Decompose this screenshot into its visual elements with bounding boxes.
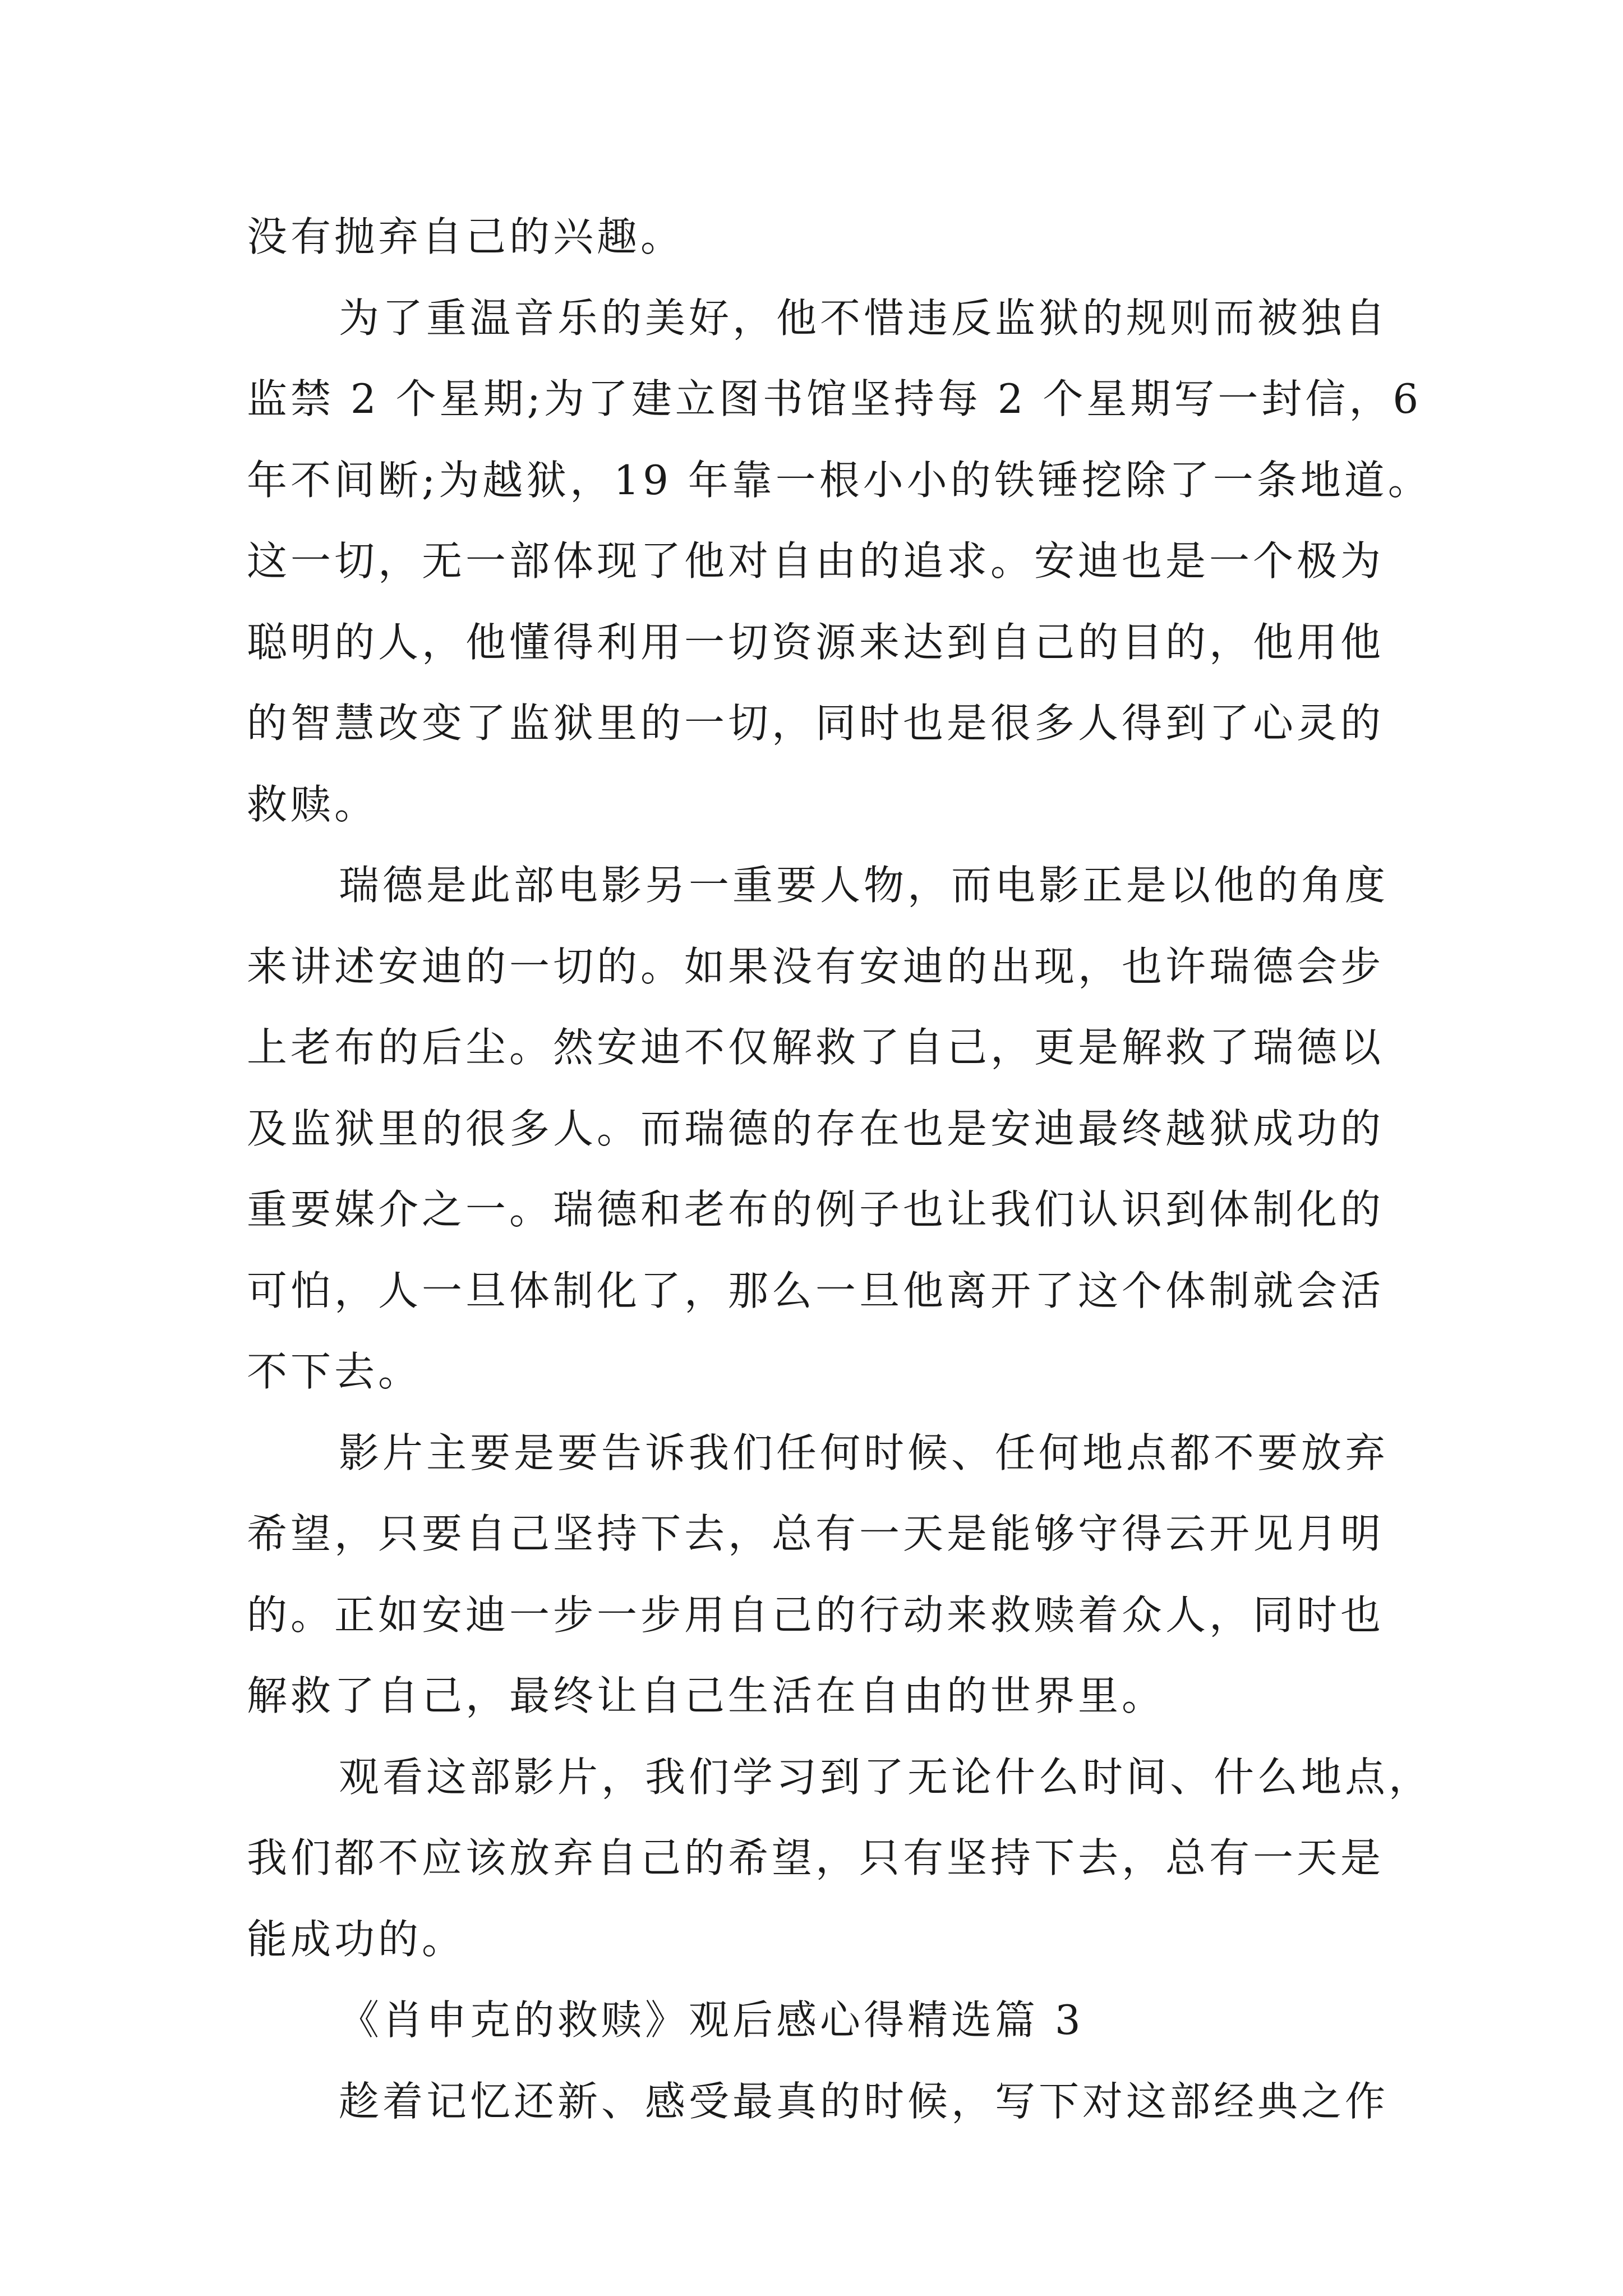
paragraph-start-line: 瑞德是此部电影另一重要人物，而电影正是以他的角度 bbox=[339, 862, 1389, 909]
text-line: 解救了自己，最终让自己生活在自由的世界里。 bbox=[247, 1672, 1166, 1719]
text-line: 年不间断;为越狱，19 年靠一根小小的铁锤挖除了一条地道。 bbox=[247, 456, 1432, 504]
text-line: 聪明的人，他懂得利用一切资源来达到自己的目的，他用他 bbox=[247, 618, 1385, 666]
body-text bbox=[247, 196, 1433, 2142]
paragraph-start-line: 影片主要是要告诉我们任何时候、任何地点都不要放弃 bbox=[339, 1429, 1389, 1476]
text-line: 可怕，人一旦体制化了，那么一旦他离开了这个体制就会活 bbox=[247, 1267, 1385, 1314]
text-line: 希望，只要自己坚持下去，总有一天是能够守得云开见月明 bbox=[247, 1510, 1385, 1557]
text-line: 没有抛弃自己的兴趣。 bbox=[247, 213, 685, 260]
text-line: 重要媒介之一。瑞德和老布的例子也让我们认识到体制化的 bbox=[247, 1186, 1385, 1233]
text-line: 不下去。 bbox=[247, 1348, 422, 1395]
text-line: 监禁 2 个星期;为了建立图书馆坚持每 2 个星期写一封信，6 bbox=[247, 375, 1422, 422]
text-line: 来讲述安迪的一切的。如果没有安迪的出现，也许瑞德会步 bbox=[247, 942, 1385, 990]
text-line: 我们都不应该放弃自己的希望，只有坚持下去，总有一天是 bbox=[247, 1834, 1385, 1881]
text-line: 上老布的后尘。然安迪不仅解救了自己，更是解救了瑞德以 bbox=[247, 1024, 1385, 1071]
text-line: 的。正如安迪一步一步用自己的行动来救赎着众人，同时也 bbox=[247, 1591, 1385, 1639]
text-line: 及监狱里的很多人。而瑞德的存在也是安迪最终越狱成功的 bbox=[247, 1105, 1385, 1152]
section-heading: 《肖申克的救赎》观后感心得精选篇 3 bbox=[339, 1996, 1084, 2044]
paragraph-start-line: 趁着记忆还新、感受最真的时候，写下对这部经典之作 bbox=[339, 2077, 1389, 2125]
text-line: 的智慧改变了监狱里的一切，同时也是很多人得到了心灵的 bbox=[247, 700, 1385, 747]
text-line: 救赎。 bbox=[247, 780, 379, 828]
text-line: 这一切，无一部体现了他对自由的追求。安迪也是一个极为 bbox=[247, 537, 1385, 585]
text-line: 能成功的。 bbox=[247, 1915, 466, 1963]
paragraph-start-line: 观看这部影片，我们学习到了无论什么时间、什么地点， bbox=[339, 1753, 1433, 1801]
paragraph-start-line: 为了重温音乐的美好，他不惜违反监狱的规则而被独自 bbox=[339, 294, 1389, 342]
